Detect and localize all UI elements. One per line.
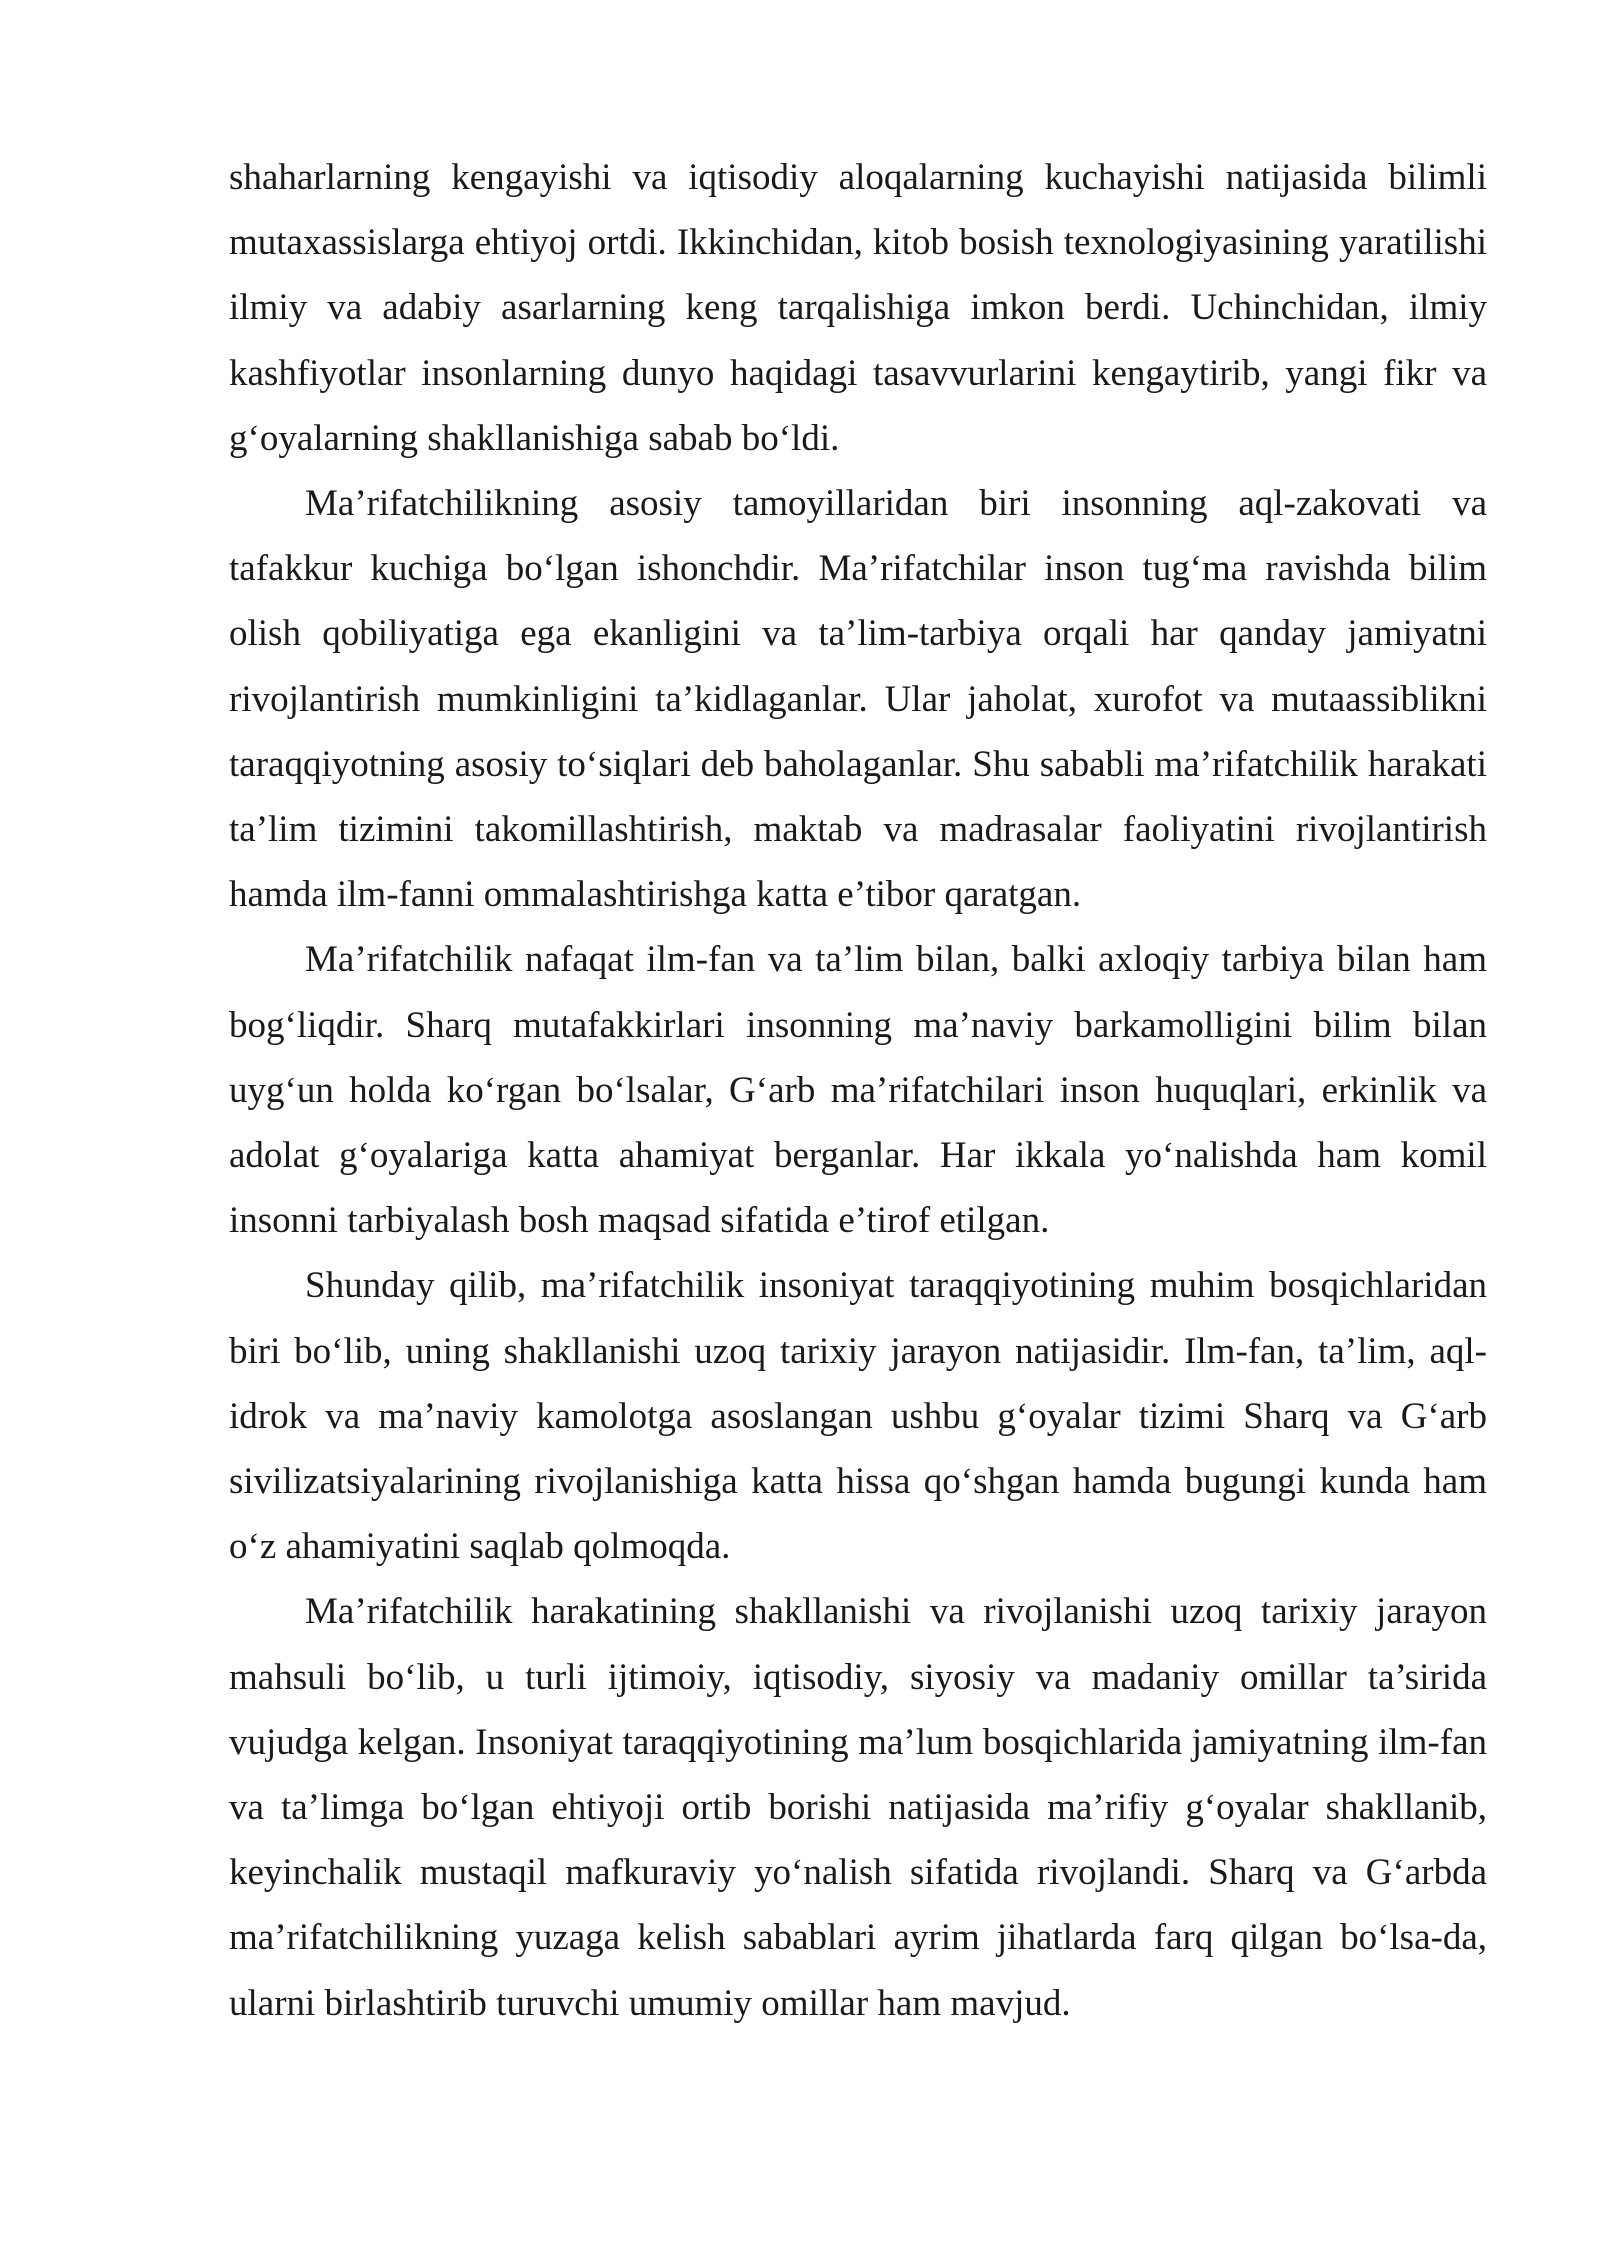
body-text [229, 145, 1487, 2036]
paragraph-continuation: shaharlarning kengayishi va iqtisodiy aloqalarning kuchayishi natijasida bilimli mutaxassislarga ehtiyoj ortdi. Ikkinchidan, kitob bosish texnologiyasining yaratilishi ilmiy va adabiy asarlarning keng tarqalishiga imkon berdi. Uchinchidan, ilmiy kashfiyotlar insonlarning dunyo haqidagi tasavvurlarini kengaytirib, yangi fikr va g‘oyalarning shakllanishiga sabab bo‘ldi. [229, 157, 1487, 459]
paragraph: Shunday qilib, ma’rifatchilik insoniyat taraqqiyotining muhim bosqichlaridan biri bo‘lib, uning shakllanishi uzoq tarixiy jarayon natijasidir. Ilm-fan, ta’lim, aql-idrok va ma’naviy kamolotga asoslangan ushbu g‘oyalar tizimi Sharq va G‘arb sivilizatsiyalarining rivojlanishiga katta hissa qo‘shgan hamda bugungi kunda ham o‘z ahamiyatini saqlab qolmoqda. [229, 1265, 1487, 1568]
paragraph: Ma’rifatchilik nafaqat ilm-fan va ta’lim bilan, balki axloqiy tarbiya bilan ham bog‘liqdir. Sharq mutafakkirlari insonning ma’naviy barkamolligini bilim bilan uyg‘un holda ko‘rgan bo‘lsalar, G‘arb ma’rifatchilari inson huquqlari, erkinlik va adolat g‘oyalariga katta ahamiyat berganlar. Har ikkala yo‘nalishda ham komil insonni tarbiyalash bosh maqsad sifatida e’tirof etilgan. [229, 939, 1487, 1242]
paragraph: Ma’rifatchilikning asosiy tamoyillaridan biri insonning aql-zakovati va tafakkur kuchiga bo‘lgan ishonchdir. Ma’rifatchilar inson tug‘ma ravishda bilim olish qobiliyatiga ega ekanligini va ta’lim-tarbiya orqali har qanday jamiyatni rivojlantirish mumkinligini ta’kidlaganlar. Ular jaholat, xurofot va mutaassiblikni taraqqiyotning asosiy to‘siqlari deb baholaganlar. Shu sababli ma’rifatchilik harakati ta’lim tizimini takomillashtirish, maktab va madrasalar faoliyatini rivojlantirish hamda ilm-fanni ommalashtirishga katta e’tibor qaratgan. [229, 483, 1487, 916]
paragraph: Ma’rifatchilik harakatining shakllanishi va rivojlanishi uzoq tarixiy jarayon mahsuli bo‘lib, u turli ijtimoiy, iqtisodiy, siyosiy va madaniy omillar ta’sirida vujudga kelgan. Insoniyat taraqqiyotining ma’lum bosqichlarida jamiyatning ilm-fan va ta’limga bo‘lgan ehtiyoji ortib borishi natijasida ma’rifiy g‘oyalar shakllanib, keyinchalik mustaqil mafkuraviy yo‘nalish sifatida rivojlandi. Sharq va G‘arbda ma’rifatchilikning yuzaga kelish sabablari ayrim jihatlarda farq qilgan bo‘lsa-da, ularni birlashtirib turuvchi umumiy omillar ham mavjud. [229, 1591, 1487, 2024]
